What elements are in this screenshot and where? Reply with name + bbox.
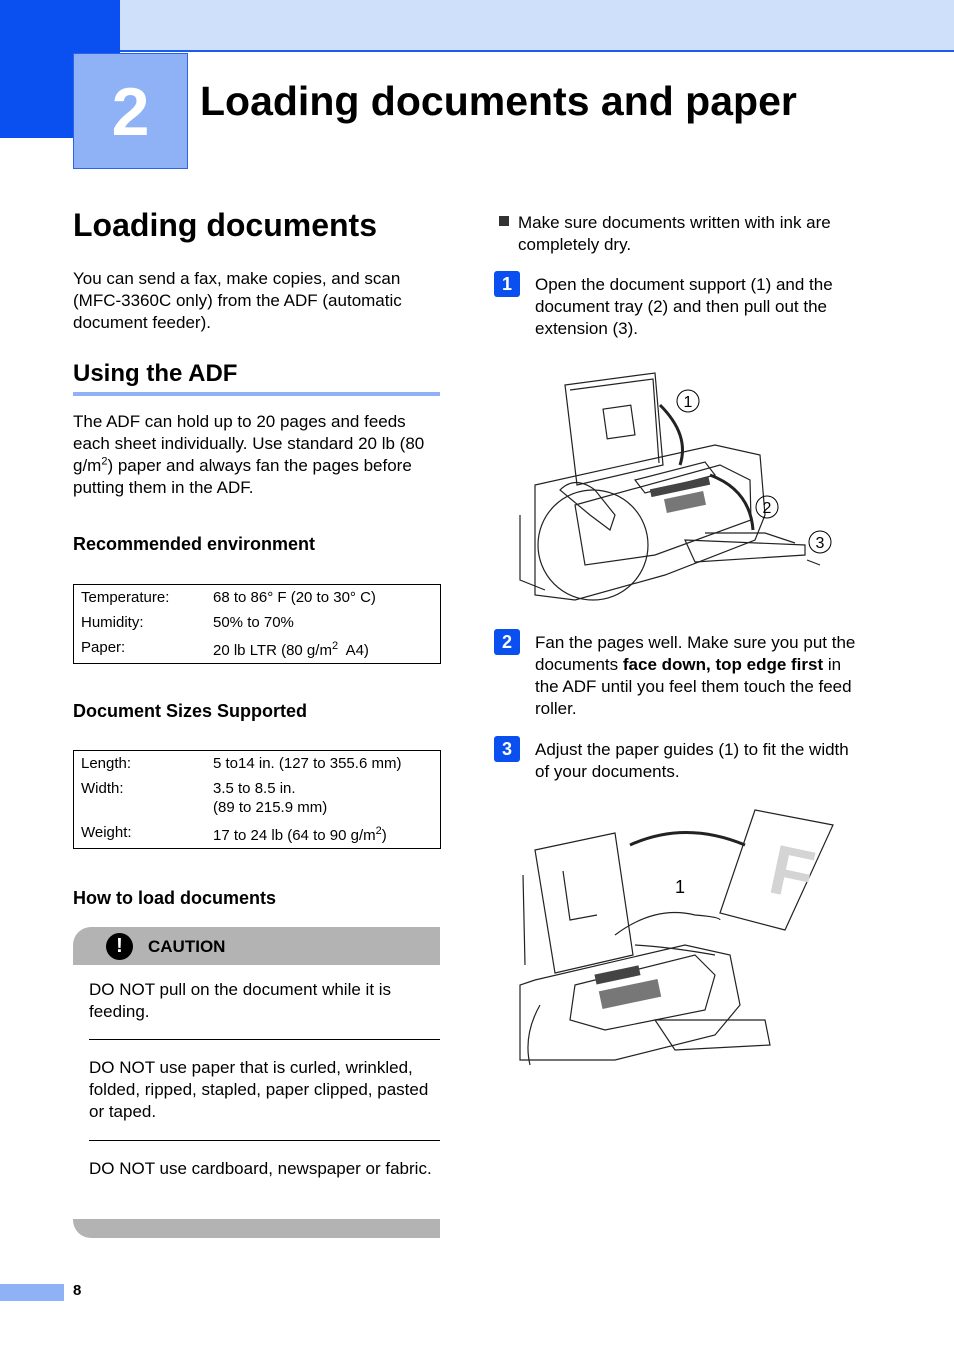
table-cell: 5 to14 in. (127 to 355.6 mm): [213, 755, 402, 772]
environment-table: [73, 584, 441, 664]
sizes-heading: Document Sizes Supported: [73, 701, 308, 721]
caution-item: DO NOT use paper that is curled, wrinkled, folded, ripped, stapled, paper clipped, pasted or taped.: [89, 1058, 429, 1121]
bullet-square-icon: [499, 216, 509, 226]
howto-heading: How to load documents: [73, 888, 277, 908]
table-cell: Length:: [81, 755, 132, 772]
table-cell: Temperature:: [81, 589, 170, 606]
step-number: 1: [494, 271, 520, 297]
callout-label: 1: [675, 877, 686, 897]
step-text: Fan the pages well. Make sure you put the documents face down, top edge first in the ADF until you feel them touch the feed roller.: [535, 633, 856, 718]
table-cell: Width:: [81, 780, 124, 797]
table-cell: 3.5 to 8.5 in. (89 to 215.9 mm): [213, 780, 328, 816]
divider: [89, 1039, 440, 1040]
chapter-header-band: [120, 0, 954, 52]
fax-machine-illustration: [515, 365, 835, 615]
chapter-title: Loading documents and paper: [200, 78, 797, 124]
table-row: [74, 776, 441, 820]
step-number: 2: [494, 629, 520, 655]
step-number: 3: [494, 736, 520, 762]
table-cell: 20 lb LTR (80 $g/m^2$ A4): [213, 640, 369, 659]
table-cell: 50% to 70%: [213, 614, 294, 631]
section-title: Loading documents: [73, 207, 377, 243]
step-text: Adjust the paper guides (1) to fit the width of your documents.: [535, 740, 849, 781]
table-row: [74, 635, 441, 664]
subsection-title: Using the ADF: [73, 360, 440, 396]
table-cell: 68 to 86° F (20 to 30° C): [213, 589, 376, 606]
document-loading-illustration: [515, 805, 840, 1070]
chapter-number: 2: [73, 53, 188, 169]
bullet-text: Make sure documents written with ink are completely dry.: [518, 213, 831, 254]
caution-item: DO NOT use cardboard, newspaper or fabric.: [89, 1159, 432, 1178]
section-intro: You can send a fax, make copies, and scan (MFC-3360C only) from the ADF (automatic document feeder).: [73, 269, 402, 332]
caution-icon: !: [106, 933, 133, 960]
table-row: [74, 820, 441, 849]
callout-label: 2: [762, 500, 772, 517]
table-cell: Paper:: [81, 639, 126, 656]
table-row: [74, 585, 441, 611]
divider: [89, 1140, 440, 1141]
table-row: [74, 610, 441, 635]
callout-label: 3: [815, 535, 825, 552]
adf-paragraph: The ADF can hold up to 20 pages and feeds each sheet individually. Use standard 20 lb (80 $g/m^2$) paper and always fan the pages before putting them in the ADF.: [73, 412, 425, 497]
table-cell: Weight:: [81, 824, 132, 841]
caution-footer: [73, 1219, 440, 1238]
page-watermark-letter: F: [763, 829, 822, 916]
footer-bar: [0, 1284, 64, 1301]
sizes-table: [73, 750, 441, 849]
table-cell: 17 to 24 lb (64 to 90 $g/m^2$): [213, 825, 387, 844]
caution-item: DO NOT pull on the document while it is feeding.: [89, 980, 392, 1021]
table-cell: Humidity:: [81, 614, 144, 631]
table-row: [74, 751, 441, 777]
environment-heading: Recommended environment: [73, 534, 316, 554]
page-number: 8: [73, 1282, 82, 1299]
step-text: Open the document support (1) and the document tray (2) and then pull out the extension (3).: [535, 275, 833, 338]
caution-label: CAUTION: [148, 937, 226, 956]
callout-label: 1: [683, 394, 693, 411]
